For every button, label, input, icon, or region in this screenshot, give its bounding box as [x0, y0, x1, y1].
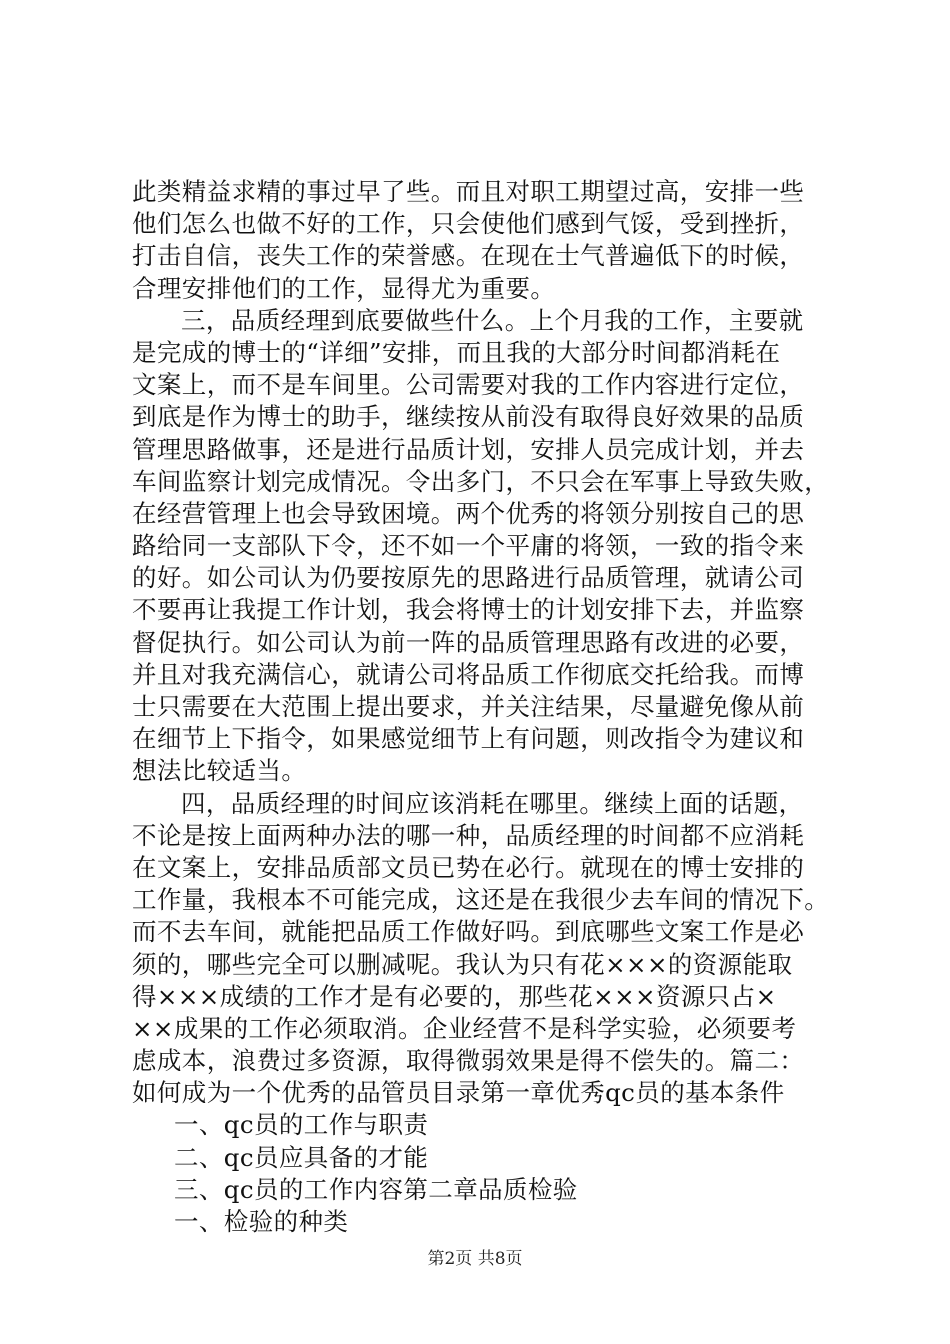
paragraph-start: 三，品质经理到底要做些什么。上个月我的工作，主要就 [181, 305, 804, 335]
toc-item: 二、qc员应具备的才能 [174, 1142, 429, 1172]
text-line: 如何成为一个优秀的品管员目录第一章优秀qc员的基本条件 [132, 1078, 785, 1108]
text-line: 车间监察计划完成情况。令出多门，不只会在军事上导致失败， [132, 466, 830, 496]
toc-item: 一、qc员的工作与职责 [174, 1110, 429, 1140]
text-line: 他们怎么也做不好的工作，只会使他们感到气馁，受到挫折， [132, 209, 805, 239]
text-line: 督促执行。如公司认为前一阵的品质管理思路有改进的必要， [132, 627, 805, 657]
text-line: 文案上，而不是车间里。公司需要对我的工作内容进行定位， [132, 370, 805, 400]
text-line: 是完成的博士的“详细”安排，而且我的大部分时间都消耗在 [132, 337, 781, 367]
text-line: 不要再让我提工作计划，我会将博士的计划安排下去，并监察 [132, 595, 805, 625]
paragraph-start: 四，品质经理的时间应该消耗在哪里。继续上面的话题， [181, 788, 804, 818]
text-line: 须的，哪些完全可以删减呢。我认为只有花×××的资源能取 [132, 949, 793, 979]
text-line: 此类精益求精的事过早了些。而且对职工期望过高，安排一些 [132, 177, 805, 206]
text-line: 在文案上，安排品质部文员已势在必行。就现在的博士安排的 [132, 852, 805, 882]
text-line: 在细节上下指令，如果感觉细节上有问题，则改指令为建议和 [132, 724, 805, 754]
text-line: 工作量，我根本不可能完成，这还是在我很少去车间的情况下。 [132, 885, 830, 915]
text-line: 管理思路做事，还是进行品质计划，安排人员完成计划，并去 [132, 434, 805, 464]
page-number-footer: 第2页 共8页 [427, 1249, 523, 1269]
text-line: 打击自信，丧失工作的荣誉感。在现在士气普遍低下的时候， [132, 241, 805, 271]
text-line: 而不去车间，就能把品质工作做好吗。到底哪些文案工作是必 [132, 917, 805, 947]
text-line: 并且对我充满信心，就请公司将品质工作彻底交托给我。而博 [132, 659, 805, 689]
text-line: 到底是作为博士的助手，继续按从前没有取得良好效果的品质 [132, 402, 805, 432]
text-line: 得×××成绩的工作才是有必要的，那些花×××资源只占× [132, 981, 777, 1011]
text-line: ××成果的工作必须取消。企业经营不是科学实验，必须要考 [132, 1013, 797, 1043]
text-line: 合理安排他们的工作，显得尤为重要。 [132, 273, 556, 303]
toc-item: 一、检验的种类 [174, 1207, 349, 1236]
text-line: 不论是按上面两种办法的哪一种，品质经理的时间都不应消耗 [132, 820, 805, 850]
text-line: 在经营管理上也会导致困境。两个优秀的将领分别按自己的思 [132, 498, 805, 528]
text-line: 路给同一支部队下令，还不如一个平庸的将领，一致的指令来 [132, 531, 805, 561]
text-line: 虑成本，浪费过多资源，取得微弱效果是得不偿失的。篇二： [132, 1046, 805, 1076]
text-line: 想法比较适当。 [132, 756, 307, 786]
text-line: 的好。如公司认为仍要按原先的思路进行品质管理，就请公司 [132, 563, 805, 593]
body-text [132, 176, 832, 1238]
toc-item: 三、qc员的工作内容第二章品质检验 [174, 1174, 578, 1204]
text-line: 士只需要在大范围上提出要求，并关注结果，尽量避免像从前 [132, 692, 805, 721]
